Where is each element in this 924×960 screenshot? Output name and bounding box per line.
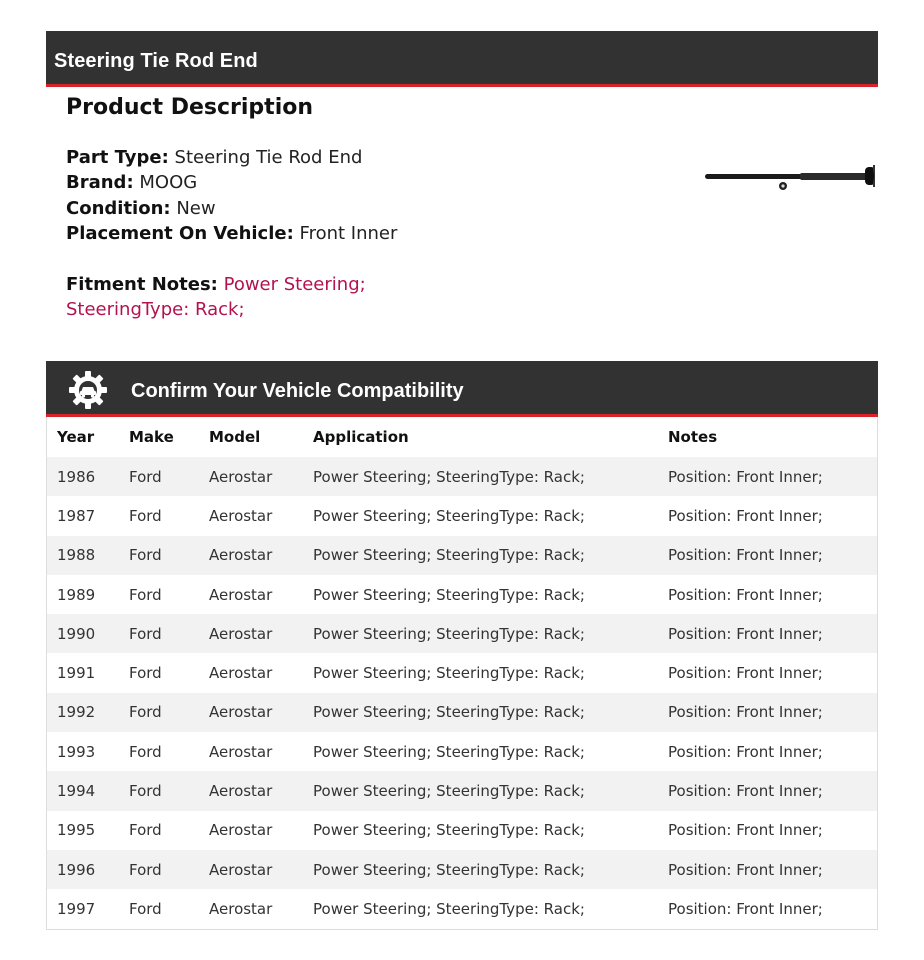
table-row xyxy=(47,693,877,732)
cell-make: Ford xyxy=(129,664,162,683)
cell-make: Ford xyxy=(129,585,162,604)
table-row xyxy=(47,889,877,928)
table-header-row xyxy=(47,417,877,457)
cell-notes: Position: Front Inner; xyxy=(668,899,823,918)
cell-year: 1995 xyxy=(57,821,96,840)
fitment-value: Power Steering; SteeringType: Rack; xyxy=(66,274,366,321)
cell-year: 1987 xyxy=(57,506,96,525)
cell-application: Power Steering; SteeringType: Rack; xyxy=(313,899,585,918)
compatibility-table xyxy=(47,417,877,929)
cell-application: Power Steering; SteeringType: Rack; xyxy=(313,624,585,643)
cell-make: Ford xyxy=(129,899,162,918)
cell-model: Aerostar xyxy=(209,782,273,801)
spec-list xyxy=(66,145,397,246)
col-model: Model xyxy=(209,428,261,446)
spec-label: Part Type: xyxy=(66,147,169,168)
cell-make: Ford xyxy=(129,782,162,801)
cell-application: Power Steering; SteeringType: Rack; xyxy=(313,467,585,486)
col-application: Application xyxy=(313,428,409,446)
cell-year: 1996 xyxy=(57,860,96,879)
table-row xyxy=(47,457,877,496)
cell-application: Power Steering; SteeringType: Rack; xyxy=(313,585,585,604)
spec-placement xyxy=(66,221,397,246)
cell-notes: Position: Front Inner; xyxy=(668,467,823,486)
cell-make: Ford xyxy=(129,546,162,565)
table-row xyxy=(47,771,877,810)
cell-year: 1988 xyxy=(57,546,96,565)
cell-make: Ford xyxy=(129,742,162,761)
cell-model: Aerostar xyxy=(209,585,273,604)
cell-model: Aerostar xyxy=(209,467,273,486)
cell-make: Ford xyxy=(129,506,162,525)
cell-application: Power Steering; SteeringType: Rack; xyxy=(313,860,585,879)
cell-application: Power Steering; SteeringType: Rack; xyxy=(313,703,585,722)
spec-label: Condition: xyxy=(66,197,171,219)
product-description-section xyxy=(66,94,666,122)
cell-model: Aerostar xyxy=(209,821,273,840)
table-row xyxy=(47,850,877,889)
cell-notes: Position: Front Inner; xyxy=(668,546,823,565)
spec-condition xyxy=(66,196,397,221)
cell-year: 1989 xyxy=(57,585,96,604)
cell-make: Ford xyxy=(129,467,162,486)
spec-value: Steering Tie Rod End xyxy=(174,147,363,168)
product-title-bar xyxy=(46,31,878,87)
cell-model: Aerostar xyxy=(209,860,273,879)
cell-model: Aerostar xyxy=(209,664,273,683)
cell-model: Aerostar xyxy=(209,703,273,722)
table-row xyxy=(47,575,877,614)
cell-model: Aerostar xyxy=(209,546,273,565)
cell-year: 1994 xyxy=(57,782,96,801)
cell-year: 1991 xyxy=(57,664,96,683)
cell-notes: Position: Front Inner; xyxy=(668,624,823,643)
table-row xyxy=(47,811,877,850)
cell-application: Power Steering; SteeringType: Rack; xyxy=(313,506,585,525)
fitment-notes xyxy=(66,272,366,323)
cell-notes: Position: Front Inner; xyxy=(668,506,823,525)
cell-notes: Position: Front Inner; xyxy=(668,860,823,879)
cell-model: Aerostar xyxy=(209,624,273,643)
cell-year: 1990 xyxy=(57,624,96,643)
spec-value: MOOG xyxy=(139,172,198,194)
compatibility-bar xyxy=(46,361,878,417)
table-row xyxy=(47,496,877,535)
cell-make: Ford xyxy=(129,703,162,722)
cell-model: Aerostar xyxy=(209,742,273,761)
table-row xyxy=(47,732,877,771)
product-title: Steering Tie Rod End xyxy=(54,50,258,72)
cell-year: 1992 xyxy=(57,703,96,722)
col-notes: Notes xyxy=(668,428,718,446)
cell-year: 1993 xyxy=(57,742,96,761)
cell-notes: Position: Front Inner; xyxy=(668,782,823,801)
cell-application: Power Steering; SteeringType: Rack; xyxy=(313,664,585,683)
cell-application: Power Steering; SteeringType: Rack; xyxy=(313,546,585,565)
cell-application: Power Steering; SteeringType: Rack; xyxy=(313,782,585,801)
tie-rod-image xyxy=(700,155,875,200)
cell-model: Aerostar xyxy=(209,899,273,918)
col-year: Year xyxy=(57,428,95,446)
spec-value: Front Inner xyxy=(299,222,398,244)
cell-year: 1997 xyxy=(57,899,96,918)
compatibility-table-wrap xyxy=(46,417,878,930)
cell-application: Power Steering; SteeringType: Rack; xyxy=(313,742,585,761)
col-make: Make xyxy=(129,428,174,446)
cell-notes: Position: Front Inner; xyxy=(668,703,823,722)
cell-make: Ford xyxy=(129,821,162,840)
cell-model: Aerostar xyxy=(209,506,273,525)
cell-application: Power Steering; SteeringType: Rack; xyxy=(313,821,585,840)
cell-notes: Position: Front Inner; xyxy=(668,585,823,604)
description-heading: Product Description xyxy=(66,95,314,120)
table-body xyxy=(47,457,877,929)
table-row xyxy=(47,653,877,692)
spec-brand xyxy=(66,170,397,195)
compatibility-title: Confirm Your Vehicle Compatibility xyxy=(131,380,464,402)
spec-part-type xyxy=(66,145,397,170)
cell-notes: Position: Front Inner; xyxy=(668,664,823,683)
cell-year: 1986 xyxy=(57,467,96,486)
table-row xyxy=(47,614,877,653)
fitment-label: Fitment Notes: xyxy=(66,274,218,295)
cell-make: Ford xyxy=(129,624,162,643)
spec-label: Brand: xyxy=(66,172,134,194)
cell-notes: Position: Front Inner; xyxy=(668,821,823,840)
table-row xyxy=(47,536,877,575)
spec-value: New xyxy=(176,197,216,219)
cell-make: Ford xyxy=(129,860,162,879)
cell-notes: Position: Front Inner; xyxy=(668,742,823,761)
gear-car-icon xyxy=(68,370,108,410)
spec-label: Placement On Vehicle: xyxy=(66,222,294,244)
